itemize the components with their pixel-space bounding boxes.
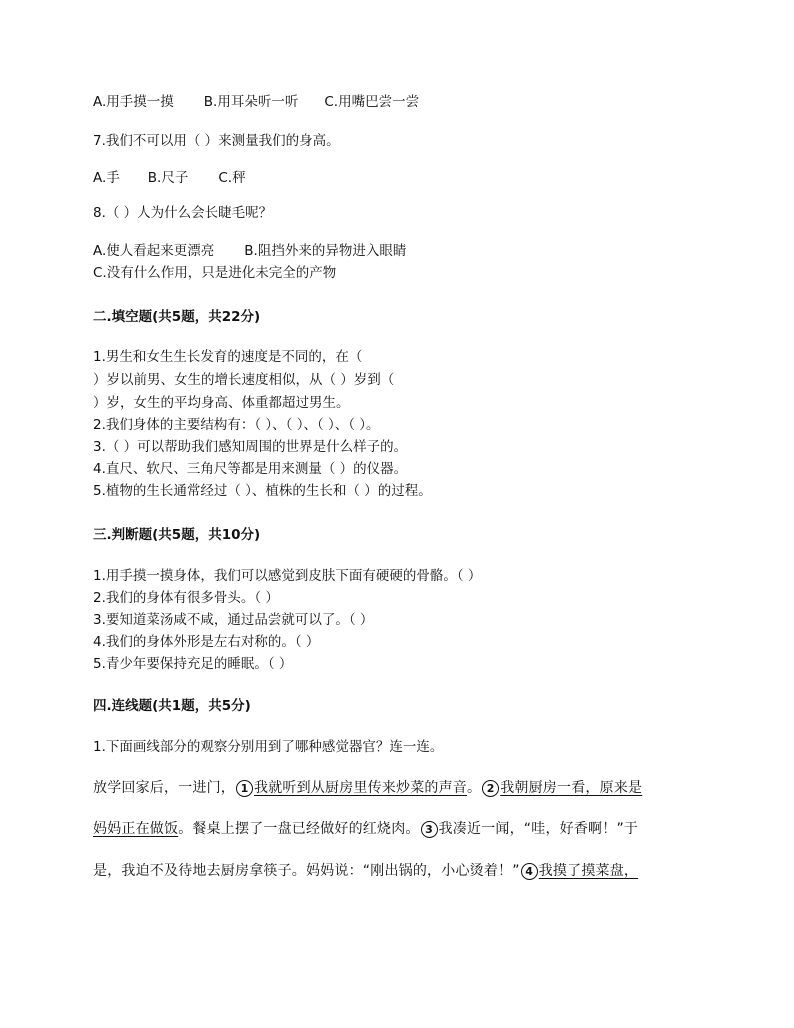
underlined-phrase: 我就听到从厨房里传来炒菜的声音 (254, 780, 467, 796)
fill-line-3: ）岁，女生的平均身高、体重都超过男生。 (93, 395, 350, 411)
passage-line-3: 是，我迫不及待地去厨房拿筷子。妈妈说：“刚出锅的，小心烫着！” 4 我摸了摸菜盘， (93, 863, 639, 879)
underlined-phrase: 妈妈正在做饭 (93, 821, 179, 837)
judge-line-2: 2.我们的身体有很多骨头。（ ） (93, 590, 279, 606)
fill-line-1: 1.男生和女生生长发育的速度是不同的，在（ (93, 349, 363, 365)
judge-line-4: 4.我们的身体外形是左右对称的。（ ） (93, 634, 320, 650)
fill-line-7: 5.植物的生长通常经过（ ）、植株的生长和（ ）的过程。 (93, 483, 432, 499)
section3-title: 三.判断题(共5题，共10分) (93, 527, 261, 543)
circled-number: 1 (236, 780, 253, 797)
q8-option-a: A.使人看起来更漂亮 (93, 243, 215, 259)
section2-title: 二.填空题(共5题，共22分) (93, 309, 261, 325)
q8-options-row1 (93, 245, 406, 259)
q6-option-c: C.用嘴巴尝一尝 (324, 94, 420, 110)
q6-option-a: A.用手摸一摸 (93, 94, 174, 110)
circled-number: 2 (482, 780, 499, 797)
q7-option-b: B.尺子 (147, 170, 189, 186)
q8-option-b: B.阻挡外来的异物进入眼睛 (244, 243, 407, 259)
q8-stem: 8.（ ）人为什么会长睫毛呢？ (93, 205, 273, 221)
circled-number: 3 (421, 821, 438, 838)
q7-stem: 7.我们不可以用（ ）来测量我们的身高。 (93, 133, 340, 149)
underlined-phrase: 我朝厨房一看，原来是 (500, 780, 643, 796)
q7-options (93, 172, 246, 186)
passage-line-2: 妈妈正在做饭。餐桌上摆了一盘已经做好的红烧肉。 3 我凑近一闻，“哇，好香啊！”于 (93, 821, 639, 837)
judge-line-3: 3.要知道菜汤咸不咸，通过品尝就可以了。（ ） (93, 612, 374, 628)
passage-line-1: 放学回家后，一进门， 1 我就听到从厨房里传来炒菜的声音。 2 我朝厨房一看，原来是 (93, 780, 643, 796)
section4-title: 四.连线题(共1题，共5分) (93, 698, 251, 714)
judge-line-1: 1.用手摸一摸身体，我们可以感觉到皮肤下面有硬硬的骨骼。（ ） (93, 568, 482, 584)
q8-option-c: C.没有什么作用，只是进化未完全的产物 (93, 265, 337, 281)
judge-line-5: 5.青少年要保持充足的睡眠。（ ） (93, 656, 293, 672)
q7-option-a: A.手 (93, 170, 120, 186)
q7-option-c: C.秤 (218, 170, 246, 186)
fill-line-4: 2.我们身体的主要结构有：（ ）、（ ）、（ ）、（ ）。 (93, 417, 380, 433)
fill-line-5: 3.（ ）可以帮助我们感知周围的世界是什么样子的。 (93, 439, 408, 455)
q6-options (93, 96, 419, 110)
q6-option-b: B.用耳朵听一听 (203, 94, 299, 110)
underlined-phrase: 我摸了摸菜盘， (538, 863, 639, 879)
fill-line-6: 4.直尺、软尺、三角尺等都是用来测量（ ）的仪器。 (93, 461, 408, 477)
match-question: 1.下面画线部分的观察分别用到了哪种感觉器官？连一连。 (93, 739, 444, 755)
fill-line-2: ）岁以前男、女生的增长速度相似，从（ ）岁到（ (93, 372, 395, 388)
circled-number: 4 (521, 863, 538, 880)
